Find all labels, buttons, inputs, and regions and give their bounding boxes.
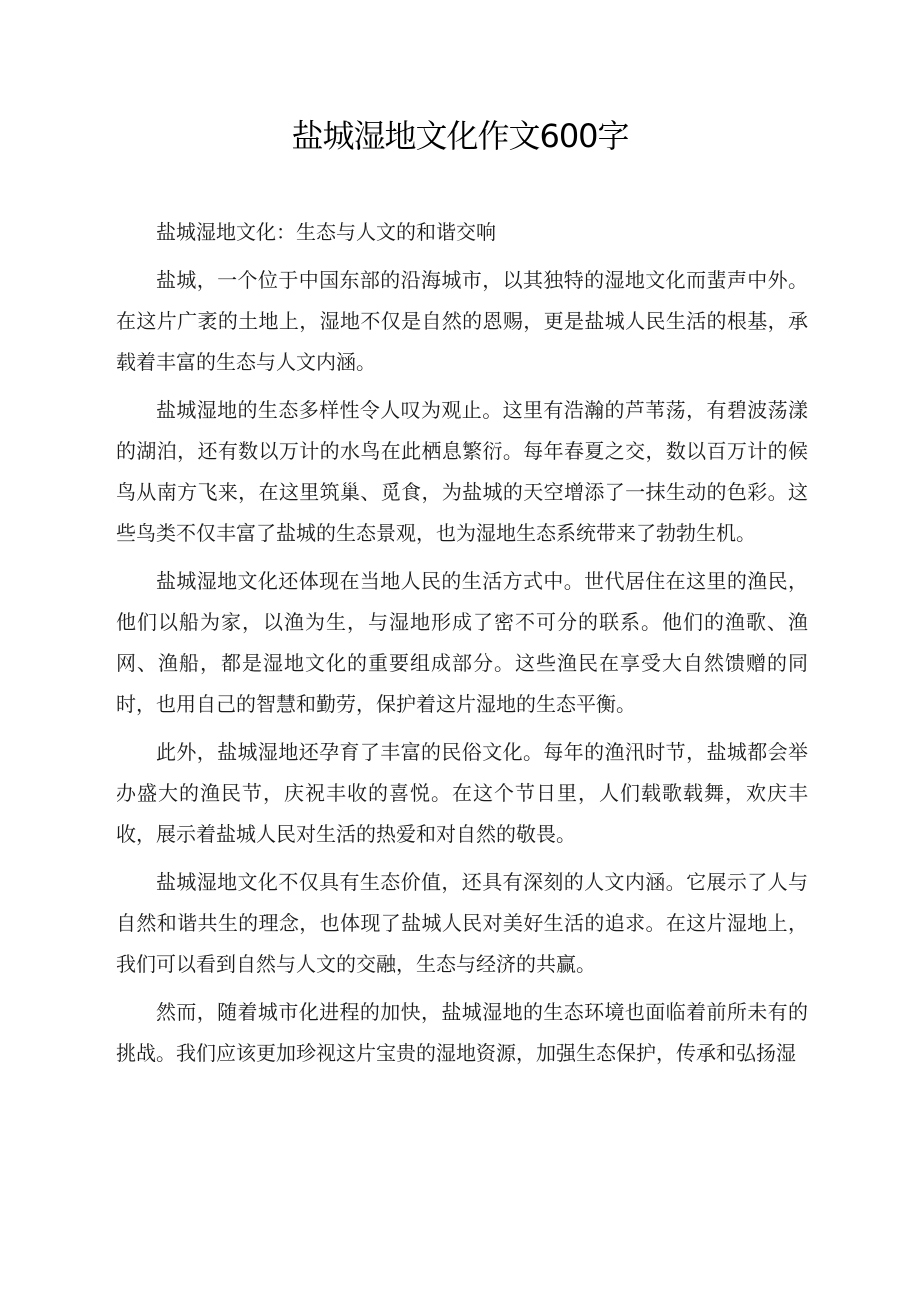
- document-title: 盐城湿地文化作文600字: [291, 117, 629, 155]
- body-paragraph: 此外，盐城湿地还孕育了丰富的民俗文化。每年的渔汛时节，盐城都会举办盛大的渔民节，庆祝丰收的喜悦。在这个节日里，人们载歌载舞，欢庆丰收，展示着盐城人民对生活的热爱和对自然的敬畏。: [116, 740, 808, 846]
- subtitle-paragraph: 盐城湿地文化：生态与人文的和谐交响: [156, 220, 496, 244]
- document-body: [116, 212, 808, 1081]
- body-paragraph: 盐城湿地文化不仅具有生态价值，还具有深刻的人文内涵。它展示了人与自然和谐共生的理念，也体现了盐城人民对美好生活的追求。在这片湿地上，我们可以看到自然与人文的交融，生态与经济的共赢。: [116, 870, 808, 976]
- body-paragraph: 盐城湿地文化还体现在当地人民的生活方式中。世代居住在这里的渔民，他们以船为家，以渔为生，与湿地形成了密不可分的联系。他们的渔歌、渔网、渔船，都是湿地文化的重要组成部分。这些渔民在享受大自然馈赠的同时，也用自己的智慧和勤劳，保护着这片湿地的生态平衡。: [116, 569, 808, 716]
- body-paragraph: 然而，随着城市化进程的加快，盐城湿地的生态环境也面临着前所未有的挑战。我们应该更加珍视这片宝贵的湿地资源，加强生态保护，传承和弘扬湿: [116, 1000, 808, 1065]
- body-paragraph: 盐城湿地的生态多样性令人叹为观止。这里有浩瀚的芦苇荡，有碧波荡漾的湖泊，还有数以万计的水鸟在此栖息繁衍。每年春夏之交，数以百万计的候鸟从南方飞来，在这里筑巢、觅食，为盐城的天空增添了一抹生动的色彩。这些鸟类不仅丰富了盐城的生态景观，也为湿地生态系统带来了勃勃生机。: [116, 398, 808, 545]
- body-paragraph: 盐城，一个位于中国东部的沿海城市，以其独特的湿地文化而蜚声中外。在这片广袤的土地上，湿地不仅是自然的恩赐，更是盐城人民生活的根基，承载着丰富的生态与人文内涵。: [116, 268, 808, 374]
